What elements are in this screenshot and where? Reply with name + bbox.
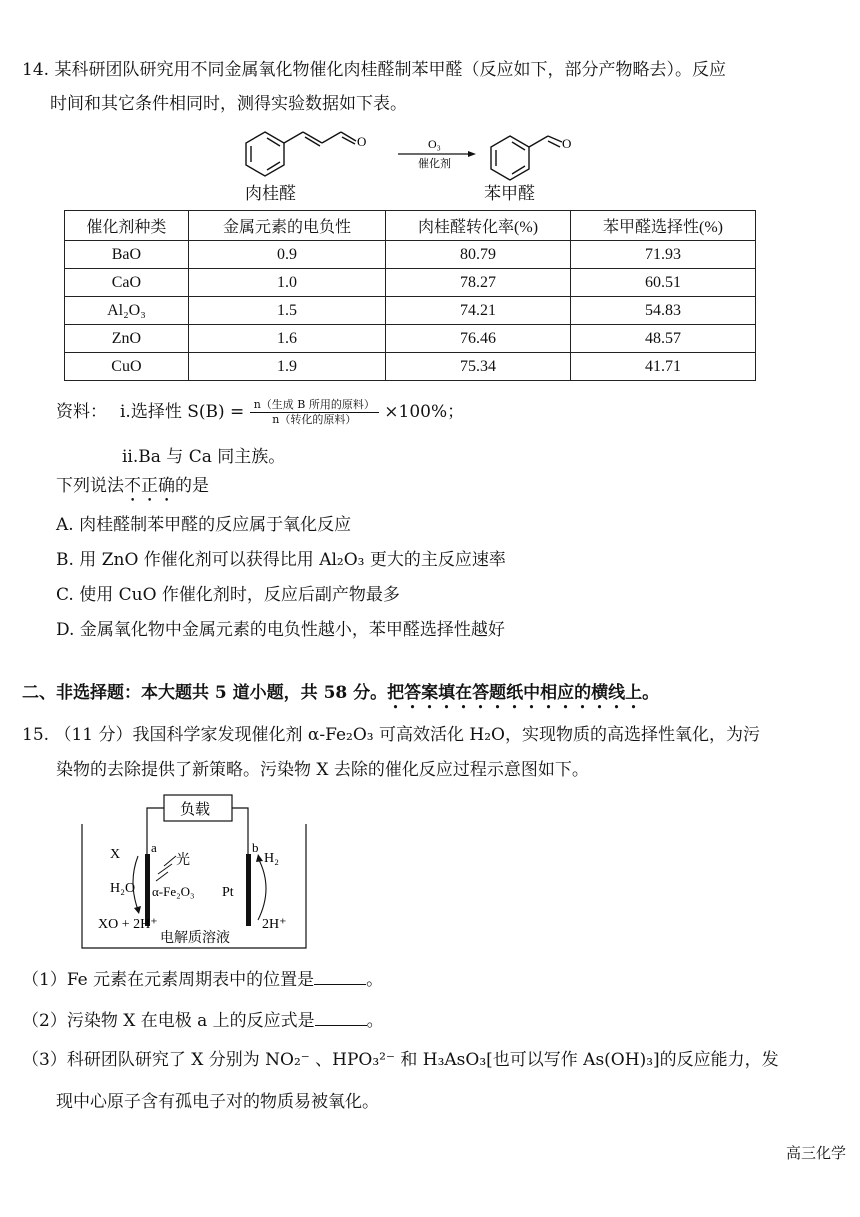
header-cell: 催化剂种类 bbox=[65, 211, 189, 241]
info-ii: ii.Ba 与 Ca 同主族。 bbox=[122, 447, 286, 467]
table-cell: 41.71 bbox=[571, 353, 756, 381]
benzaldehyde-structure bbox=[491, 136, 562, 180]
sub2-text: （2）污染物 X 在电极 a 上的反应式是 bbox=[22, 1011, 315, 1031]
table-row bbox=[65, 353, 756, 381]
load-label: 负载 bbox=[180, 800, 211, 818]
table-cell: 75.34 bbox=[386, 353, 571, 381]
right-reaction-arrow bbox=[258, 858, 266, 920]
q15-sub1 bbox=[22, 966, 383, 992]
sub1-text: （1）Fe 元素在元素周期表中的位置是 bbox=[22, 970, 315, 990]
table-cell: 74.21 bbox=[386, 297, 571, 325]
q14-prompt bbox=[56, 474, 209, 506]
q15-sub2 bbox=[22, 1007, 384, 1033]
table-cell: 0.9 bbox=[188, 241, 385, 269]
label-pt: Pt bbox=[222, 885, 234, 900]
table-cell: BaO bbox=[65, 241, 189, 269]
arrow-top-label: O₃ bbox=[428, 137, 441, 151]
label-2h: 2H⁺ bbox=[262, 917, 287, 932]
answer-blank-1[interactable] bbox=[314, 966, 366, 985]
label-a: a bbox=[151, 840, 157, 855]
table-cell: 80.79 bbox=[386, 241, 571, 269]
q15-sub3-line2: 现中心原子含有孤电子对的物质易被氧化。 bbox=[56, 1092, 379, 1112]
electrolysis-diagram bbox=[80, 792, 312, 952]
table-cell: 71.93 bbox=[571, 241, 756, 269]
table-cell: 1.9 bbox=[188, 353, 385, 381]
label-h2: H₂ bbox=[264, 851, 279, 866]
info-i bbox=[120, 396, 464, 428]
cinnamaldehyde-structure bbox=[246, 132, 356, 176]
table-cell: 48.57 bbox=[571, 325, 756, 353]
label-xo: XO + 2H⁺ bbox=[98, 917, 158, 932]
option-b[interactable]: B. 用 ZnO 作催化剂可以获得比用 Al₂O₃ 更大的主反应速率 bbox=[56, 550, 506, 570]
reaction-scheme bbox=[230, 122, 590, 184]
light-arrows-icon bbox=[156, 856, 176, 881]
table-header-row bbox=[65, 211, 756, 241]
table-row bbox=[65, 325, 756, 353]
table-cell: 78.27 bbox=[386, 269, 571, 297]
section-two-heading bbox=[22, 681, 659, 713]
q14-stem-line2: 时间和其它条件相同时，测得实验数据如下表。 bbox=[50, 94, 407, 114]
electrode-a bbox=[145, 854, 150, 926]
label-h2o: H₂O bbox=[110, 881, 136, 896]
table-cell: Al₂O₃ bbox=[65, 297, 189, 325]
page-footer: 高三化学 bbox=[786, 1144, 847, 1162]
table-row bbox=[65, 297, 756, 325]
header-cell: 肉桂醛转化率(%) bbox=[386, 211, 571, 241]
label-fe2o3: α-Fe₂O₃ bbox=[152, 884, 195, 899]
q15-stem-line1: 15. （11 分）我国科学家发现催化剂 α-Fe₂O₃ 可高效活化 H₂O，实现物质的高选择性氧化，为污 bbox=[22, 725, 760, 745]
label-x: X bbox=[110, 847, 121, 862]
prompt-emphasis: 不正确 bbox=[124, 476, 175, 496]
arrow-bottom-label: 催化剂 bbox=[418, 157, 451, 170]
selectivity-fraction bbox=[250, 398, 379, 427]
section-heading-text: 二、非选择题：本大题共 5 道小题，共 58 分。 bbox=[22, 683, 388, 703]
info-label: 资料： bbox=[56, 402, 107, 422]
sub2-end: 。 bbox=[366, 1011, 384, 1031]
label-electrolyte: 电解质溶液 bbox=[160, 930, 230, 946]
catalyst-data-table bbox=[64, 210, 756, 381]
sub1-end: 。 bbox=[366, 970, 384, 990]
prompt-part: 的是 bbox=[175, 476, 209, 496]
answer-blank-2[interactable] bbox=[315, 1007, 367, 1026]
electrode-b bbox=[246, 854, 251, 926]
label-b: b bbox=[252, 840, 259, 855]
oxygen-atom-right: O bbox=[562, 136, 572, 151]
info-i-prefix: i.选择性 S(B) = bbox=[120, 402, 245, 422]
table-row bbox=[65, 269, 756, 297]
label-light: 光 bbox=[176, 852, 190, 868]
table-cell: 60.51 bbox=[571, 269, 756, 297]
table-cell: 1.6 bbox=[188, 325, 385, 353]
q15-stem-line2: 染物的去除提供了新策略。污染物 X 去除的催化反应过程示意图如下。 bbox=[56, 760, 589, 780]
q14-stem-line1: 14. 某科研团队研究用不同金属氧化物催化肉桂醛制苯甲醛（反应如下，部分产物略去）。反应 bbox=[22, 60, 726, 80]
section-heading-emphasis: 把答案填在答题纸中相应的横线上。 bbox=[387, 683, 660, 703]
info-i-suffix: ×100%； bbox=[384, 402, 465, 422]
label-benzaldehyde: 苯甲醛 bbox=[484, 184, 535, 204]
header-cell: 金属元素的电负性 bbox=[188, 211, 385, 241]
table-cell: 54.83 bbox=[571, 297, 756, 325]
option-d[interactable]: D. 金属氧化物中金属元素的电负性越小，苯甲醛选择性越好 bbox=[56, 620, 505, 640]
table-cell: CaO bbox=[65, 269, 189, 297]
prompt-part: 下列说法 bbox=[56, 476, 124, 496]
table-row bbox=[65, 241, 756, 269]
label-cinnamaldehyde: 肉桂醛 bbox=[245, 184, 296, 204]
option-a[interactable]: A. 肉桂醛制苯甲醛的反应属于氧化反应 bbox=[56, 515, 352, 535]
fraction-denominator: n（转化的原料） bbox=[272, 413, 357, 426]
table-cell: 1.5 bbox=[188, 297, 385, 325]
table-cell: CuO bbox=[65, 353, 189, 381]
fraction-numerator: n（生成 B 所用的原料） bbox=[250, 398, 379, 413]
table-cell: 1.0 bbox=[188, 269, 385, 297]
option-c[interactable]: C. 使用 CuO 作催化剂时，反应后副产物最多 bbox=[56, 585, 400, 605]
oxygen-atom-left: O bbox=[357, 134, 367, 149]
table-cell: 76.46 bbox=[386, 325, 571, 353]
q15-sub3-line1: （3）科研团队研究了 X 分别为 NO₂⁻ 、HPO₃²⁻ 和 H₃AsO₃[也可以写作 As(OH)₃]的反应能力，发 bbox=[22, 1050, 779, 1070]
header-cell: 苯甲醛选择性(%) bbox=[571, 211, 756, 241]
table-cell: ZnO bbox=[65, 325, 189, 353]
